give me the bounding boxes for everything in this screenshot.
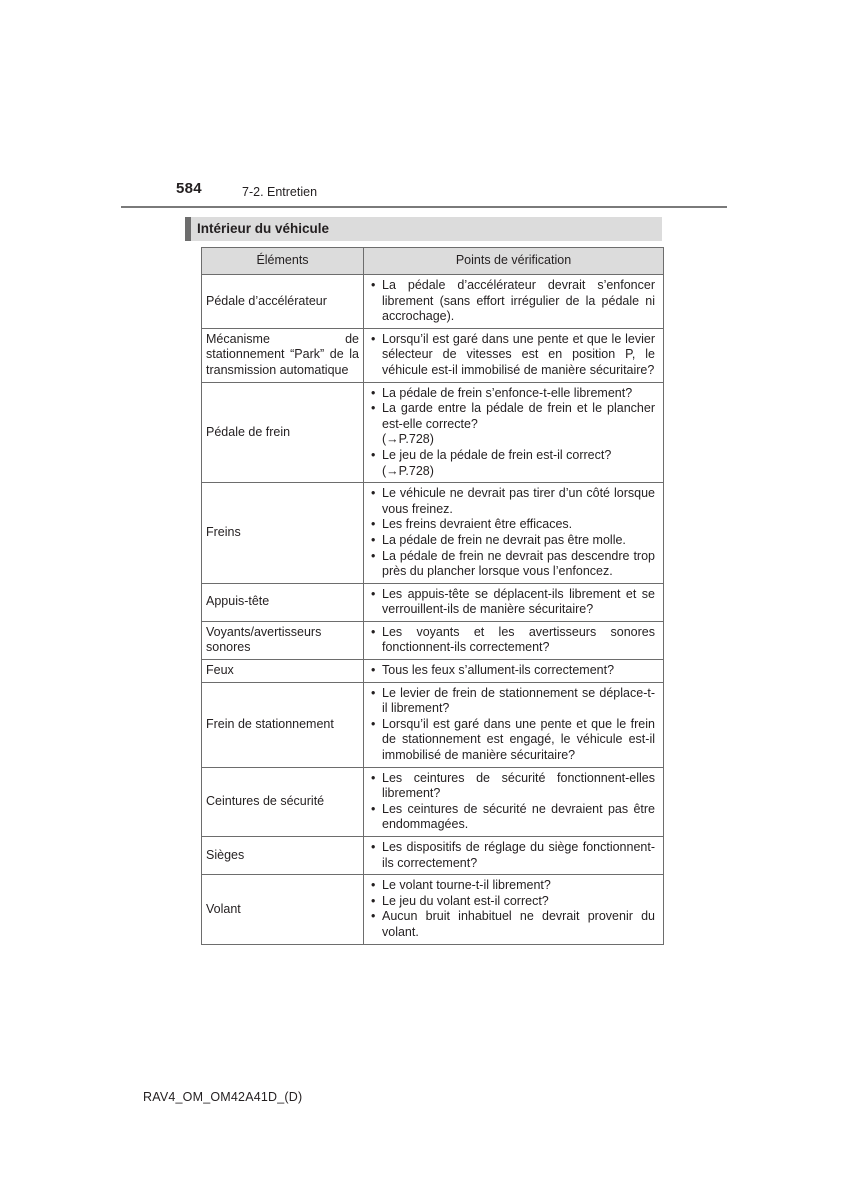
check-point-item <box>369 686 655 717</box>
check-points-list <box>369 386 655 480</box>
check-point-item <box>369 401 655 448</box>
check-point-text: La pédale de frein s’enfonce-t-elle librement? <box>382 385 633 400</box>
item-cell: Ceintures de sécurité <box>202 767 364 836</box>
check-point-item <box>369 771 655 802</box>
table-row <box>202 837 664 875</box>
check-points-cell <box>364 660 664 683</box>
table-row <box>202 621 664 659</box>
check-points-cell <box>364 382 664 483</box>
check-points-cell <box>364 682 664 767</box>
check-point-text: La pédale de frein ne devrait pas être molle. <box>382 532 626 547</box>
item-cell: Sièges <box>202 837 364 875</box>
check-points-list <box>369 686 655 764</box>
table-row <box>202 483 664 584</box>
check-point-item <box>369 717 655 764</box>
table-header-row <box>202 248 664 275</box>
check-point-text: La garde entre la pédale de frein et le plancher est-elle correcte? <box>382 401 655 431</box>
check-point-item <box>369 533 655 549</box>
check-point-item <box>369 517 655 533</box>
check-points-cell <box>364 583 664 621</box>
check-point-item <box>369 663 655 679</box>
check-point-item <box>369 486 655 517</box>
check-point-text: La pédale de frein ne devrait pas descendre trop près du plancher lorsque vous l’enfoncez. <box>382 548 655 579</box>
check-points-list <box>369 486 655 580</box>
check-point-item <box>369 278 655 325</box>
subsection-title: Intérieur du véhicule <box>197 221 330 236</box>
check-points-list <box>369 587 655 618</box>
check-point-item <box>369 894 655 910</box>
check-point-text: Le levier de frein de stationnement se déplace-t-il librement? <box>382 685 655 716</box>
item-cell: Pédale d’accélérateur <box>202 275 364 329</box>
column-header-points: Points de vérification <box>364 248 664 275</box>
item-cell: Pédale de frein <box>202 382 364 483</box>
table-body <box>202 275 664 945</box>
subsection-heading <box>185 217 662 241</box>
check-point-item <box>369 332 655 379</box>
check-points-cell <box>364 483 664 584</box>
item-cell: Volant <box>202 875 364 944</box>
check-points-cell <box>364 767 664 836</box>
check-points-cell <box>364 275 664 329</box>
check-point-item <box>369 625 655 656</box>
check-point-item <box>369 549 655 580</box>
page-reference: (→P.728) <box>382 432 434 447</box>
check-point-item <box>369 840 655 871</box>
check-point-text: Les freins devraient être efficaces. <box>382 517 573 532</box>
check-point-text: Lorsqu’il est garé dans une pente et que le levier sélecteur de vitesses est en position P, le véhicule est-il immobilisé de manière sécuritaire? <box>382 331 655 377</box>
check-point-text: Lorsqu’il est garé dans une pente et que le frein de stationnement est engagé, le véhicule est-il immobilisé de manière sécuritaire? <box>382 716 655 763</box>
item-cell: Freins <box>202 483 364 584</box>
check-point-text: Les ceintures de sécurité ne devraient pas être endommagées. <box>382 801 655 832</box>
check-point-text: Les voyants et les avertisseurs sonores fonctionnent-ils correctement? <box>382 624 655 655</box>
check-point-item <box>369 386 655 402</box>
check-point-text: Le jeu du volant est-il correct? <box>382 893 549 908</box>
item-cell: Feux <box>202 660 364 683</box>
table-row <box>202 382 664 483</box>
check-point-text: Les dispositifs de réglage du siège fonctionnent-ils correctement? <box>382 840 655 870</box>
check-point-item <box>369 802 655 833</box>
check-point-text: Aucun bruit inhabituel ne devrait provenir du volant. <box>382 909 655 939</box>
header-rule <box>121 206 727 208</box>
item-cell: Frein de stationnement <box>202 682 364 767</box>
check-points-list <box>369 663 655 679</box>
inspection-table <box>201 247 664 945</box>
table-row <box>202 875 664 944</box>
table-row <box>202 660 664 683</box>
check-points-list <box>369 771 655 833</box>
check-point-text: Le jeu de la pédale de frein est-il correct? <box>382 447 612 462</box>
table-row <box>202 328 664 382</box>
page-reference: (→P.728) <box>382 463 434 478</box>
check-point-text: Le véhicule ne devrait pas tirer d’un côté lorsque vous freinez. <box>382 486 655 516</box>
table-row <box>202 275 664 329</box>
check-points-list <box>369 332 655 379</box>
item-cell: Appuis-tête <box>202 583 364 621</box>
check-point-text: Le volant tourne-t-il librement? <box>382 878 551 893</box>
subsection-accent <box>185 217 191 241</box>
check-points-cell <box>364 328 664 382</box>
check-point-item <box>369 587 655 618</box>
check-points-cell <box>364 875 664 944</box>
check-points-cell <box>364 837 664 875</box>
check-point-text: Les appuis-tête se déplacent-ils librement et se verrouillent-ils de manière sécuritaire? <box>382 586 655 617</box>
column-header-items: Éléments <box>202 248 364 275</box>
item-cell: Voyants/avertisseurs sonores <box>202 621 364 659</box>
footer-code: RAV4_OM_OM42A41D_(D) <box>143 1090 303 1104</box>
item-cell: Mécanisme de stationnement “Park” de la transmission automatique <box>202 328 364 382</box>
check-points-list <box>369 878 655 940</box>
check-point-text: Les ceintures de sécurité fonctionnent-elles librement? <box>382 770 655 801</box>
check-point-item <box>369 909 655 940</box>
check-points-list <box>369 278 655 325</box>
check-points-list <box>369 840 655 871</box>
check-points-list <box>369 625 655 656</box>
check-point-text: Tous les feux s’allument-ils correctement? <box>382 663 615 678</box>
table-row <box>202 682 664 767</box>
section-label: 7-2. Entretien <box>242 185 318 199</box>
table-row <box>202 583 664 621</box>
check-point-item <box>369 878 655 894</box>
check-points-cell <box>364 621 664 659</box>
table-row <box>202 767 664 836</box>
page-number: 584 <box>176 180 202 197</box>
check-point-text: La pédale d’accélérateur devrait s’enfoncer librement (sans effort irrégulier de la pédale ni accrochage). <box>382 278 655 324</box>
check-point-item <box>369 448 655 479</box>
